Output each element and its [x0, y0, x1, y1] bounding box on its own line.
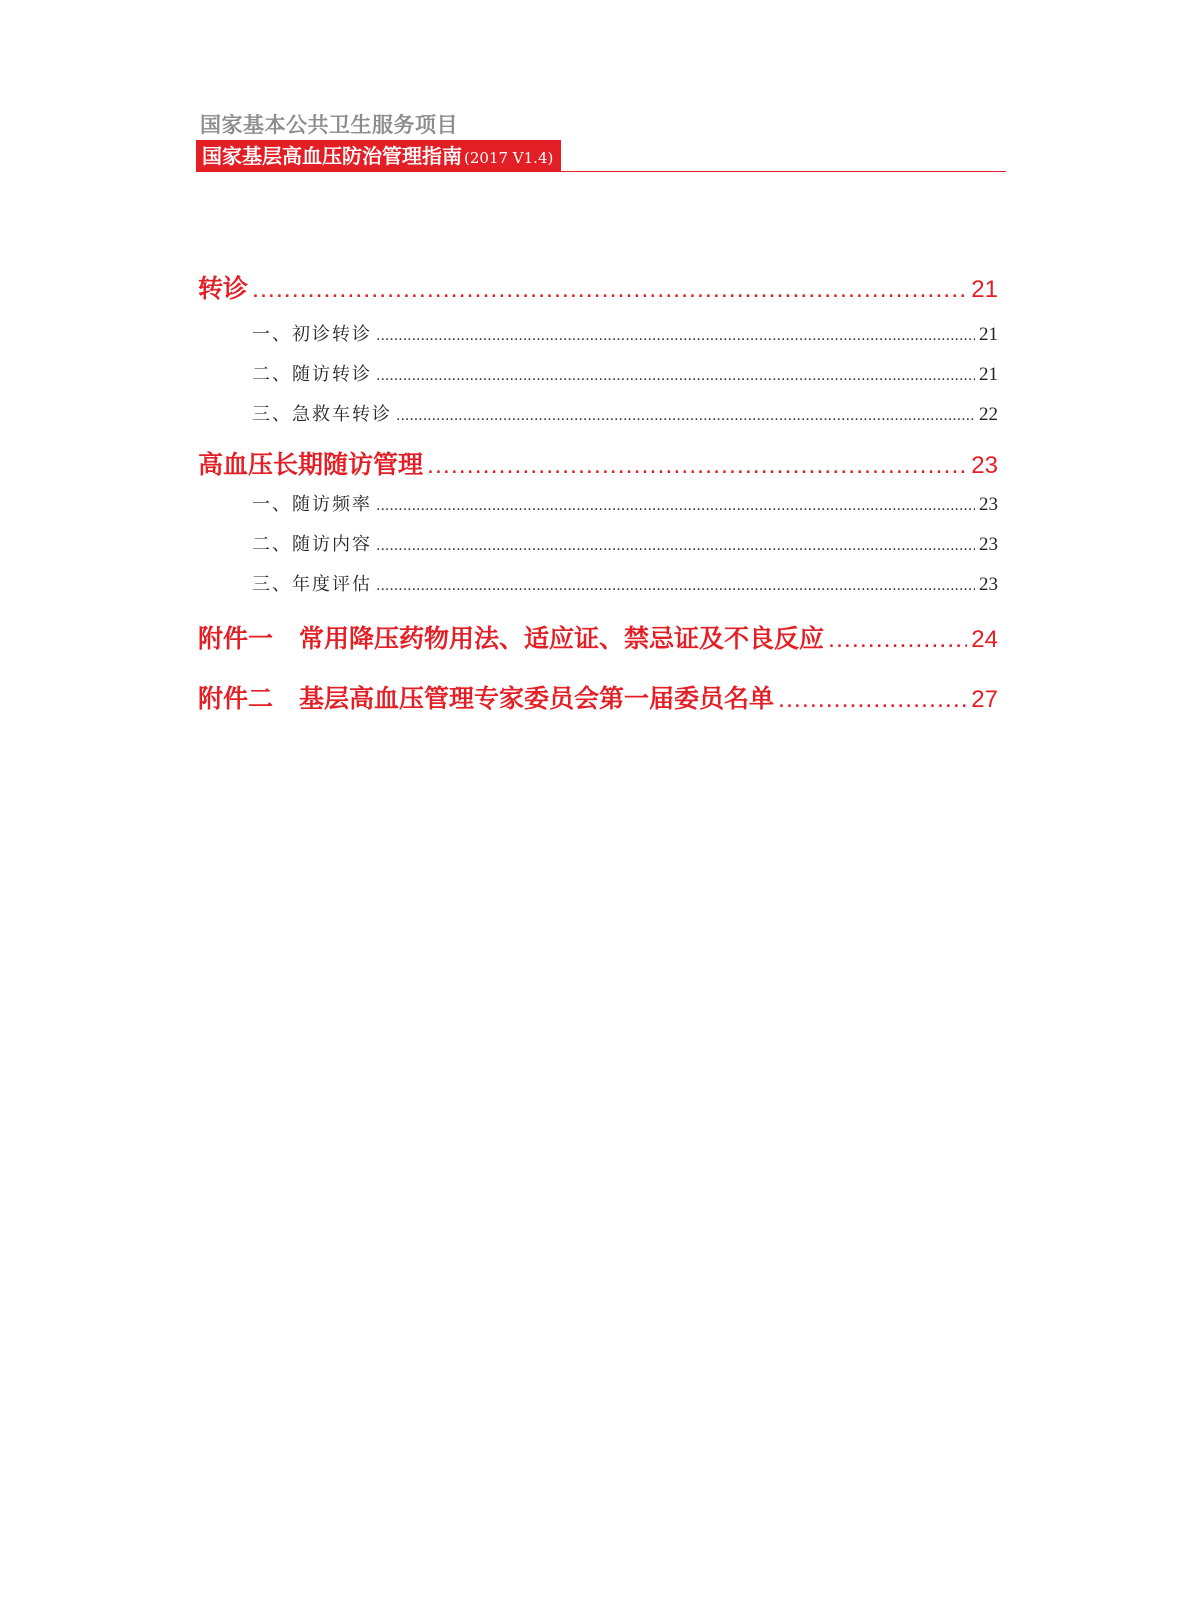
- guide-title-text: 国家基层高血压防治管理指南: [202, 144, 462, 168]
- toc-entry-page: 24: [971, 626, 998, 653]
- guide-title: [196, 140, 561, 172]
- toc-entry-title: 基层高血压管理专家委员会第一届委员名单: [299, 685, 775, 713]
- toc-entry-prefix: 附件二: [198, 685, 274, 713]
- toc-leader-dots: [376, 531, 975, 561]
- spacer: [198, 308, 998, 320]
- toc-subentry[interactable]: [198, 320, 998, 350]
- spacer: [198, 350, 998, 360]
- toc-subentry-page: 22: [979, 404, 998, 425]
- toc-leader-dots: [376, 491, 975, 521]
- toc-entry-referral[interactable]: [198, 270, 998, 308]
- toc-subentry-label: 一、初诊转诊: [252, 324, 372, 345]
- spacer: [198, 658, 998, 680]
- toc-subentry[interactable]: [198, 400, 998, 430]
- toc-leader-dots: [376, 571, 975, 601]
- toc-entry-prefix: 附件一: [198, 625, 274, 653]
- toc-entry-appendix-2[interactable]: [198, 680, 998, 718]
- toc-subentry-label: 二、随访内容: [252, 534, 372, 555]
- header-bar: [196, 140, 1006, 172]
- spacer: [198, 390, 998, 400]
- toc-leader-dots: [376, 321, 975, 351]
- toc-subentry-page: 23: [979, 574, 998, 595]
- spacer: [198, 430, 998, 446]
- guide-version: (2017 V1.4): [464, 149, 554, 167]
- toc-leader-dots: [376, 361, 975, 391]
- toc-subentry[interactable]: [198, 490, 998, 520]
- toc-subentry-page: 21: [979, 364, 998, 385]
- table-of-contents: [198, 270, 998, 718]
- toc-leader-dots: [396, 401, 975, 431]
- toc-subentry-page: 21: [979, 324, 998, 345]
- toc-subentry-page: 23: [979, 534, 998, 555]
- header-rule: [196, 171, 1006, 172]
- toc-entry-page: 23: [971, 452, 998, 479]
- toc-entry-title: 常用降压药物用法、适应证、禁忌证及不良反应: [299, 625, 825, 653]
- program-name: 国家基本公共卫生服务项目: [200, 113, 458, 137]
- toc-leader-dots: [828, 620, 967, 658]
- toc-leader-dots: [252, 270, 967, 308]
- spacer: [198, 560, 998, 570]
- toc-entry-appendix-1[interactable]: [198, 620, 998, 658]
- toc-entry-page: 27: [971, 686, 998, 713]
- toc-subentry[interactable]: [198, 360, 998, 390]
- toc-leader-dots: [778, 680, 967, 718]
- toc-subentry[interactable]: [198, 530, 998, 560]
- toc-entry-title: 转诊: [198, 275, 249, 303]
- toc-subentry-page: 23: [979, 494, 998, 515]
- toc-leader-dots: [427, 446, 967, 484]
- toc-entry-title: 高血压长期随访管理: [198, 451, 424, 479]
- toc-subentry-label: 三、急救车转诊: [252, 404, 392, 425]
- page-header: [196, 110, 1006, 172]
- toc-subentry-label: 一、随访频率: [252, 494, 372, 515]
- toc-subentry-label: 三、年度评估: [252, 574, 372, 595]
- toc-entry-followup[interactable]: [198, 446, 998, 484]
- spacer: [198, 600, 998, 620]
- spacer: [198, 520, 998, 530]
- toc-entry-page: 21: [971, 276, 998, 303]
- toc-subentry[interactable]: [198, 570, 998, 600]
- toc-subentry-label: 二、随访转诊: [252, 364, 372, 385]
